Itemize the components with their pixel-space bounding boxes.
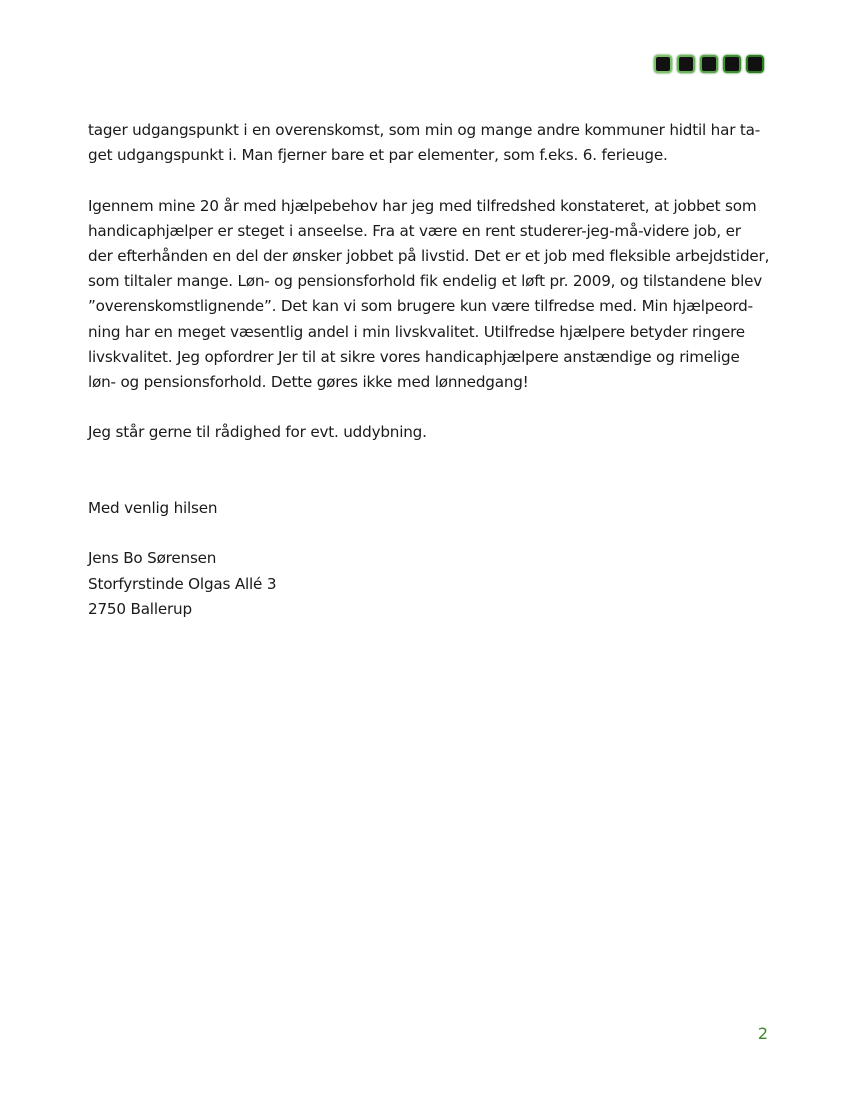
text-line: løn- og pensionsforhold. Dette gøres ikke med lønnedgang! xyxy=(88,373,529,392)
text-line: Igennem mine 20 år med hjælpebehov har jeg med tilfredshed konstateret, at jobbet som xyxy=(88,196,757,215)
logo-square-icon xyxy=(700,55,718,73)
text-line: som tiltaler mange. Løn- og pensionsforhold fik endelig et løft pr. 2009, og tilstandene blev xyxy=(88,272,763,291)
closing-salutation xyxy=(88,496,768,521)
logo-square-icon xyxy=(723,55,741,73)
text-line: get udgangspunkt i. Man fjerner bare et par elementer, som f.eks. 6. ferieuge. xyxy=(88,146,668,165)
text-line: ”overenskomstlignende”. Det kan vi som brugere kun være tilfredse med. Min hjælpeord- xyxy=(88,297,753,316)
paragraph-availability xyxy=(88,420,768,445)
paragraph-continuation xyxy=(88,118,768,168)
text-line: ning har en meget væsentlig andel i min livskvalitet. Utilfredse hjælpere betyder ringere xyxy=(88,322,745,341)
text-line: handicaphjælper er steget i anseelse. Fra at være en rent studerer-jeg-må-videre job, er xyxy=(88,221,741,240)
text-line: Med venlig hilsen xyxy=(88,498,218,517)
signature-name: Jens Bo Sørensen xyxy=(88,549,217,568)
text-line: der efterhånden en del der ønsker jobbet på livstid. Det er et job med fleksible arbejdstider, xyxy=(88,247,770,265)
logo-square-icon xyxy=(746,55,764,73)
logo-square-icon xyxy=(677,55,695,73)
paragraph-main xyxy=(88,194,768,396)
text-line: tager udgangspunkt i en overenskomst, som min og mange andre kommuner hidtil har ta- xyxy=(88,121,761,139)
text-line: Jeg står gerne til rådighed for evt. uddybning. xyxy=(88,423,427,442)
logo-squares-icon xyxy=(654,55,764,73)
page-number: 2 xyxy=(757,1024,768,1043)
signature-block xyxy=(88,546,768,622)
logo-square-icon xyxy=(654,55,672,73)
signature-city: 2750 Ballerup xyxy=(88,599,192,618)
spacer xyxy=(88,471,768,496)
text-line: livskvalitet. Jeg opfordrer Jer til at sikre vores handicaphjælpere anstændige og rimelige xyxy=(88,347,740,366)
signature-street: Storfyrstinde Olgas Allé 3 xyxy=(88,574,277,593)
letter-body xyxy=(88,118,768,622)
